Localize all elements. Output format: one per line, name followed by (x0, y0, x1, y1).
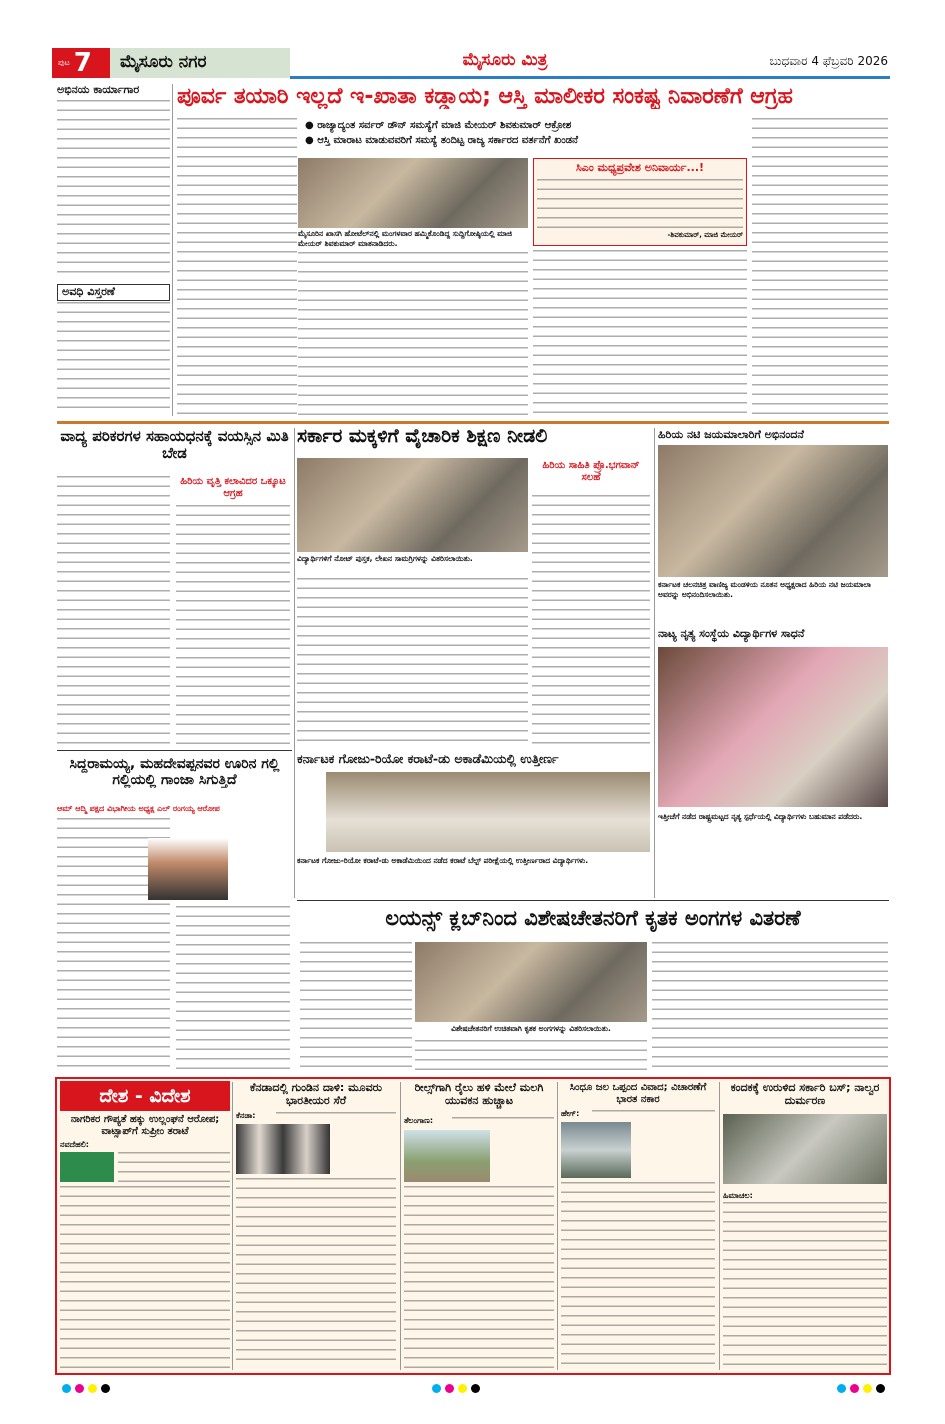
bullet-item: ● ಆಸ್ತಿ ಮಾರಾಟ ಮಾಡುವವರಿಗೆ ಸಮಸ್ಯೆ ತಂದಿಟ್ಟ ರಾಜ್ಯ ಸರ್ಕಾರದ ವರ್ತನೆಗೆ ಖಂಡನೆ (305, 135, 578, 146)
story-headline: ಕರ್ನಾಟಕ ಗೋಜು-ರಿಯೋ ಕರಾಟೆ-ಡು ಅಕಾಡೆಮಿಯಲ್ಲಿ ಉತ್ತೀರ್ಣ (297, 751, 559, 766)
portrait-photo (148, 838, 228, 900)
quote-box-title: ಸಿಎಂ ಮಧ್ಯಪ್ರವೇಶ ಅನಿವಾರ್ಯ...! (575, 161, 705, 174)
world-dateline: ಹಿಮಾಚಲ: (723, 1191, 756, 1201)
story-headline: ಲಯನ್ಸ್ ಕ್ಲಬ್‌ನಿಂದ ವಿಶೇಷಚೇತನರಿಗೆ ಕೃತಕ ಅಂಗಗಳ ವಿತರಣೆ (385, 906, 801, 930)
section-title: ಮೈಸೂರು ನಗರ (110, 48, 290, 78)
masthead-logo: ಮೈಸೂರು ಮಿತ್ರ (462, 50, 548, 70)
article-body-text (533, 250, 747, 416)
story-headline: ಸಿದ್ದರಾಮಯ್ಯ, ಮಹದೇವಪ್ಪನವರ ಊರಿನ ಗಲ್ಲಿ ಗಲ್ಲಿಯಲ್ಲಿ ಗಾಂಜಾ ಸಿಗುತ್ತಿದೆ (69, 756, 280, 789)
article-body-text (118, 1152, 230, 1182)
article-body-text (300, 942, 412, 1070)
page-label: ಪುಟ (58, 58, 70, 67)
photo-caption: ಮೈಸೂರಿನ ಖಾಸಗಿ ಹೋಟೆಲ್‌ನಲ್ಲಿ ಮಂಗಳವಾರ ಹಮ್ಮಿಕೊಂಡಿದ್ದ ಸುದ್ದಿಗೋಷ್ಠಿಯಲ್ಲಿ ಮಾಜಿ ಮೇಯರ್ ಶಿವಕುಮಾರ್ ಮಾತನಾಡಿದರು. (298, 229, 513, 248)
world-dateline: ಹೇಗ್: (561, 1109, 582, 1119)
article-body-text (723, 1202, 887, 1368)
article-body-text (532, 495, 650, 745)
suspects-photo (236, 1124, 330, 1174)
article-body-text (652, 942, 888, 1070)
whatsapp-image (60, 1152, 114, 1182)
quote-attribution: -ಶಿವಕುಮಾರ್, ಮಾಜಿ ಮೇಯರ್ (667, 230, 743, 239)
world-dateline: ತೆಲಂಗಾಣ: (404, 1116, 436, 1126)
color-registration-marks (835, 1378, 887, 1397)
article-body-text (297, 578, 528, 746)
article-body-text (276, 1112, 396, 1120)
brief-title: ಅವಧಿ ವಿಸ್ತರಣೆ (57, 284, 170, 301)
dam-photo (561, 1122, 631, 1178)
article-body-text (537, 179, 743, 231)
article-body-text (57, 100, 170, 280)
lions-photo (415, 942, 647, 1022)
world-dateline: ನವದೆಹಲಿ: (60, 1140, 92, 1150)
article-body-text (415, 1040, 647, 1070)
page-number: 7 (73, 48, 92, 78)
quote-box (533, 158, 747, 246)
page-number-badge (52, 48, 110, 78)
story-subheadline: ಆಮ್ ಆದ್ಮಿ ಪಕ್ಷದ ವಿಭಾಗೀಯ ಅಧ್ಯಕ್ಷ ಎಲ್ ರಂಗಯ್ಯ ಆರೋಪ (57, 804, 220, 813)
photo-caption: ವಿಶೇಷಚೇತನರಿಗೆ ಉಚಿತವಾಗಿ ಕೃತಕ ಅಂಗಗಳನ್ನು ವಿತರಿಸಲಾಯಿತು. (451, 1024, 611, 1033)
story-subheadline: ಹಿರಿಯ ಸಾಹಿತಿ ಪ್ರೊ.ಭಗವಾನ್ ಸಲಹೆ (542, 460, 640, 483)
photo-caption: ಕರ್ನಾಟಕ ಚಲನಚಿತ್ರ ವಾಣಿಜ್ಯ ಮಂಡಳಿಯ ನೂತನ ಅಧ್ಯಕ್ಷರಾದ ಹಿರಿಯ ನಟಿ ಜಯಮಾಲಾ ಅವರನ್ನು ಅಭಿನಂದಿಸಲಾಯಿತು. (658, 580, 871, 599)
world-news-label: ದೇಶ - ವಿದೇಶ (60, 1081, 230, 1111)
article-body-text (57, 476, 170, 746)
article-body-text (177, 118, 297, 416)
lead-photo (298, 158, 528, 228)
article-body-text (452, 1117, 554, 1125)
article-body-text (592, 1110, 715, 1118)
world-headline: ರೀಲ್ಸ್‌ಗಾಗಿ ರೈಲು ಹಳಿ ಮೇಲೆ ಮಲಗಿ ಯುವಕನ ಹುಚ್ಚಾಟ (414, 1081, 544, 1107)
story-headline: ವಾದ್ಯ ಪರಿಕರಗಳ ಸಹಾಯಧನಕ್ಕೆ ವಯಸ್ಸಿನ ಮಿತಿ ಬೇಡ (60, 427, 289, 463)
header-rule (290, 76, 890, 79)
article-body-text (561, 1182, 715, 1368)
issue-date: ಬುಧವಾರ 4 ಫೆಬ್ರವರಿ 2026 (769, 54, 888, 68)
article-body-text (176, 505, 290, 746)
photo-caption: ಕರ್ನಾಟಕ ಗೋಜು-ರಿಯೋ ಕರಾಟೆ-ಡು ಅಕಾಡೆಮಿಯಿಂದ ನಡೆದ ಕರಾಟೆ ಬೆಲ್ಟ್ ಪರೀಕ್ಷೆಯಲ್ಲಿ ಉತ್ತೀರ್ಣರಾದ ವಿದ್ಯಾರ್ಥಿಗಳು. (297, 856, 589, 865)
photo-caption: ವಿದ್ಯಾರ್ಥಿಗಳಿಗೆ ನೋಟ್ ಪುಸ್ತಕ, ಲೇಖನ ಸಾಮಗ್ರಿಗಳನ್ನು ವಿತರಿಸಲಾಯಿತು. (297, 554, 473, 563)
railway-photo (404, 1130, 490, 1182)
edu-photo (297, 458, 528, 552)
article-body-text (752, 118, 888, 416)
article-body-text (60, 1186, 230, 1368)
world-headline: ಕಂದಕಕ್ಕೆ ಉರುಳಿದ ಸರ್ಕಾರಿ ಬಸ್; ನಾಲ್ವರ ದುರ್ಮರಣ (730, 1081, 880, 1107)
article-body-text (176, 906, 290, 1070)
karate-photo (326, 772, 650, 852)
actress-photo (658, 445, 888, 577)
world-headline: ನಾಗರಿಕರ ಗೌಪ್ಯತೆ ಹಕ್ಕು ಉಲ್ಲಂಘನೆ ಆರೋಪ; ವಾಟ್ಸಾಪ್‌ಗೆ ಸುಪ್ರೀಂ ತರಾಟೆ (70, 1114, 220, 1137)
dance-photo (658, 647, 888, 807)
bus-accident-photo (723, 1114, 887, 1184)
bullet-item: ● ರಾಜ್ಯಾದ್ಯಂತ ಸರ್ವರ್ ಡೌನ್ ಸಮಸ್ಯೆಗೆ ಮಾಜಿ ಮೇಯರ್ ಶಿವಕುಮಾರ್ ಆಕ್ರೋಶ (305, 120, 572, 131)
article-body-text (236, 1178, 396, 1368)
color-registration-marks (60, 1378, 112, 1397)
story-headline: ನಾಟ್ಯ ನೃತ್ಯ ಸಂಸ್ಥೆಯ ವಿದ್ಯಾರ್ಥಿಗಳ ಸಾಧನೆ (658, 627, 805, 640)
story-headline: ಹಿರಿಯ ನಟಿ ಜಯಮಾಲಾರಿಗೆ ಅಭಿನಂದನೆ (658, 428, 804, 441)
color-registration-marks (430, 1378, 482, 1397)
world-headline: ಕೆನಡಾದಲ್ಲಿ ಗುಂಡಿನ ದಾಳಿ: ಮೂವರು ಭಾರತೀಯರ ಸೆರೆ (250, 1081, 382, 1107)
brief-title: ಅಭಿನಯ ಕಾರ್ಯಾಗಾರ (57, 83, 140, 96)
story-headline: ಸರ್ಕಾರ ಮಕ್ಕಳಿಗೆ ವೈಚಾರಿಕ ಶಿಕ್ಷಣ ನೀಡಲಿ (297, 425, 548, 447)
lead-headline: ಪೂರ್ವ ತಯಾರಿ ಇಲ್ಲದೆ ಇ-ಖಾತಾ ಕಡ್ಡಾಯ; ಆಸ್ತಿ ಮಾಲೀಕರ ಸಂಕಷ್ಟ ನಿವಾರಣೆಗೆ ಆಗ್ರಹ (177, 84, 793, 109)
article-body-text (404, 1186, 554, 1368)
story-subheadline: ಹಿರಿಯ ವೃತ್ತಿ ಕಲಾವಿದರ ಒಕ್ಕೂಟ ಆಗ್ರಹ (180, 476, 286, 499)
article-body-text (298, 252, 528, 416)
world-headline: ಸಿಂಧೂ ಜಲ ಒಪ್ಪಂದ ವಿವಾದ; ವಿಚಾರಣೆಗೆ ಭಾರತ ನಕಾರ (569, 1082, 707, 1105)
lead-bullets (305, 118, 745, 148)
article-body-text (57, 302, 170, 414)
world-dateline: ಕೆನಡಾ: (236, 1111, 259, 1121)
photo-caption: ಇತ್ತೀಚೆಗೆ ನಡೆದ ರಾಷ್ಟ್ರಮಟ್ಟದ ನೃತ್ಯ ಸ್ಪರ್ಧೆಯಲ್ಲಿ ವಿದ್ಯಾರ್ಥಿಗಳು ಬಹುಮಾನ ಪಡೆದರು. (658, 812, 863, 821)
